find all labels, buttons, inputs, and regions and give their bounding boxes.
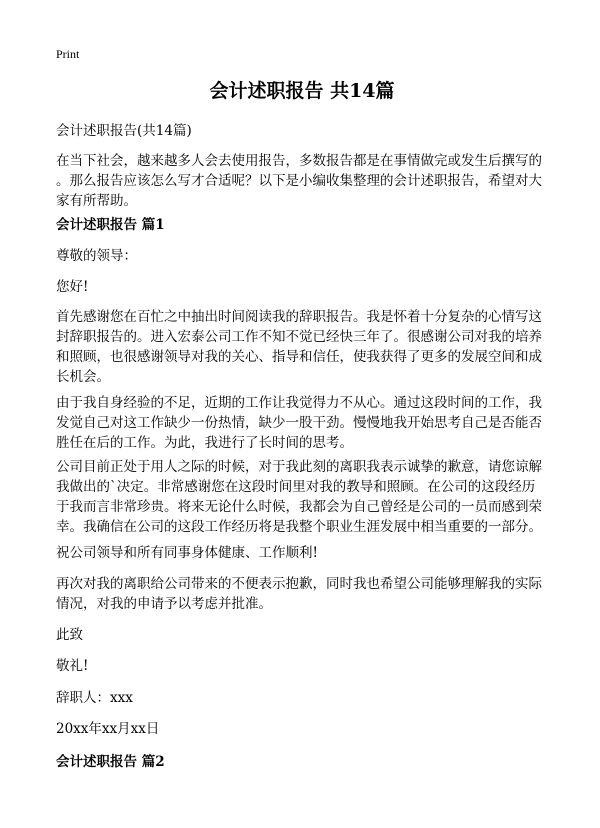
paragraph-line: 情况，对我的申请予以考虑并批准。 [56,596,272,612]
paragraph-line: 发觉自己对这工作缺少一份热情，缺少一股干劲。慢慢地我开始思考自己是否能否 [56,415,542,431]
section-heading-2: 会计述职报告 篇2 [56,754,165,770]
paragraph-2 [56,393,548,453]
paragraph-line: 公司目前正处于用人之际的时候，对于我此刻的离职我表示诚挚的歉意，请您谅解 [56,459,542,475]
paragraph-line: 首先感谢您在百忙之中抽出时间阅读我的辞职报告。我是怀着十分复杂的心情写这 [56,309,542,325]
paragraph-4: 祝公司领导和所有同事身体健康、工作顺利! [56,545,318,561]
intro-line: 在当下社会，越来越多人会去使用报告，多数报告都是在事情做完或发生后撰写的 [56,153,542,169]
signer-line: 辞职人：xxx [56,690,133,706]
paragraph-1 [56,307,548,387]
paragraph-line: 胜任在后的工作。为此，我进行了长时间的思考。 [56,435,353,451]
greeting: 您好! [56,279,89,295]
paragraph-line: 幸。我确信在公司的这段工作经历将是我整个职业生涯发展中相当重要的一部分。 [56,519,542,535]
paragraph-line: 再次对我的离职给公司带来的不便表示抱歉，同时我也希望公司能够理解我的实际 [56,576,542,592]
intro-line: 家有所帮助。 [56,193,137,209]
paragraph-line: 封辞职报告的。进入宏泰公司工作不知不觉已经快三年了。很感谢公司对我的培养 [56,329,542,345]
paragraph-5 [56,574,548,614]
paragraph-line: 由于我自身经验的不足，近期的工作让我觉得力不从心。通过这段时间的工作，我 [56,395,542,411]
print-link[interactable]: Print [56,47,80,61]
paragraph-line: 长机会。 [56,369,110,385]
paragraph-line: 于我而言非常珍贵。将来无论什么时候，我都会为自己曾经是公司的一员而感到荣 [56,499,542,515]
intro-paragraph [56,151,548,211]
salutation: 尊敬的领导： [56,248,137,264]
closing-line-1: 此致 [56,627,83,643]
paragraph-3 [56,457,548,537]
section-heading-1: 会计述职报告 篇1 [56,217,165,233]
closing-line-2: 敬礼! [56,658,89,674]
paragraph-line: 和照顾，也很感谢领导对我的关心、指导和信任，使我获得了更多的发展空间和成 [56,349,542,365]
document-title: 会计述职报告 共14篇 [209,80,395,102]
document-subtitle: 会计述职报告(共14篇) [56,123,192,139]
date-line: 20xx年xx月xx日 [56,721,160,737]
intro-line: 。那么报告应该怎么写才合适呢？以下是小编收集整理的会计述职报告，希望对大 [56,173,542,189]
paragraph-line: 我做出的`决定。非常感谢您在这段时间里对我的教导和照顾。在公司的这段经历 [56,479,536,495]
